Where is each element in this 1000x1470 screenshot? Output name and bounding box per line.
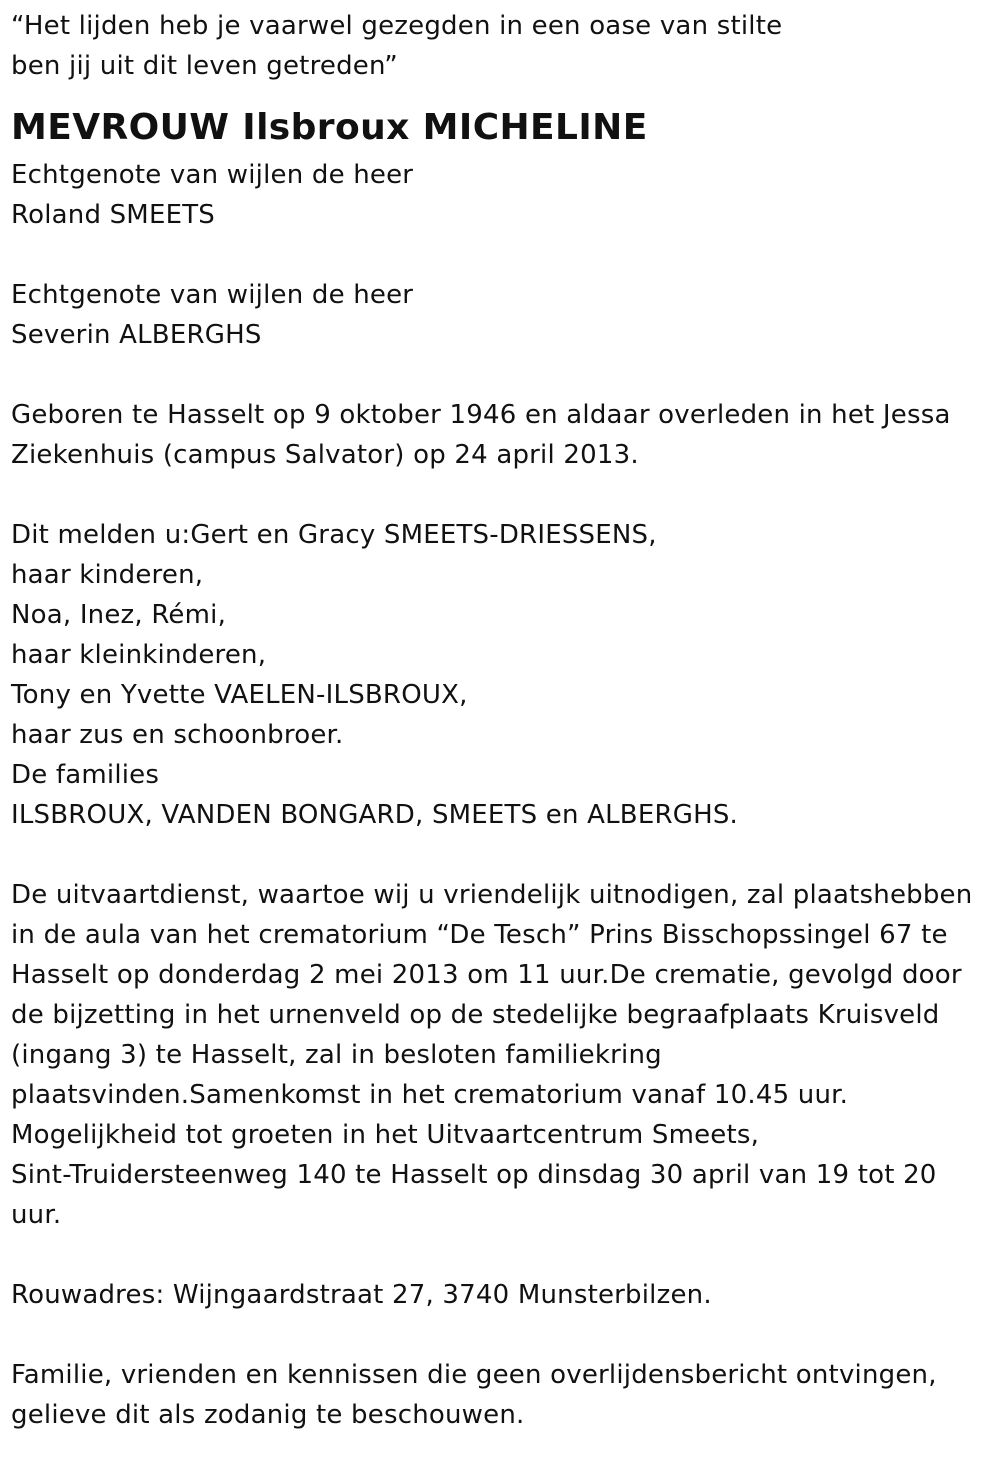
ceremony-line: (ingang 3) te Hasselt, zal in besloten familiekring: [11, 1040, 662, 1070]
ceremony-line: plaatsvinden.Samenkomst in het crematorium vanaf 10.45 uur.: [11, 1080, 849, 1110]
family-paragraph: [11, 515, 986, 835]
closing-line: Familie, vrienden en kennissen die geen overlijdensbericht ontvingen,: [11, 1360, 937, 1390]
ceremony-line: Hasselt op donderdag 2 mei 2013 om 11 uur.De crematie, gevolgd door: [11, 960, 962, 990]
quote-line: “Het lijden heb je vaarwel gezegden in een oase van stilte: [11, 11, 783, 41]
family-line: Dit melden u:Gert en Gracy SMEETS-DRIESSENS,: [11, 520, 657, 550]
quote-line: ben jij uit dit leven getreden”: [11, 51, 398, 81]
deceased-name-heading: MEVROUW Ilsbroux MICHELINE: [11, 107, 648, 148]
spouse-name: Severin ALBERGHS: [11, 320, 262, 350]
paragraph-gap: [11, 235, 986, 275]
family-line: haar kinderen,: [11, 560, 204, 590]
family-line: De families: [11, 760, 160, 790]
spouse-block: [11, 275, 986, 355]
ceremony-paragraph: [11, 875, 986, 1235]
paragraph-gap: [11, 1315, 986, 1355]
family-line: Tony en Yvette VAELEN-ILSBROUX,: [11, 680, 468, 710]
paragraph-gap: [11, 355, 986, 395]
spouse-block: [11, 155, 986, 235]
obituary-document: [11, 6, 986, 1435]
ceremony-line: Mogelijkheid tot groeten in het Uitvaartcentrum Smeets,: [11, 1120, 760, 1150]
birth-death-line: Geboren te Hasselt op 9 oktober 1946 en aldaar overleden in het Jessa: [11, 400, 951, 430]
ceremony-line: in de aula van het crematorium “De Tesch” Prins Bisschopssingel 67 te: [11, 920, 948, 950]
ceremony-line: uur.: [11, 1200, 62, 1230]
mourning-address: Rouwadres: Wijngaardstraat 27, 3740 Munsterbilzen.: [11, 1280, 712, 1310]
paragraph-gap: [11, 835, 986, 875]
ceremony-line: Sint-Truidersteenweg 140 te Hasselt op dinsdag 30 april van 19 tot 20: [11, 1160, 937, 1190]
family-line: haar zus en schoonbroer.: [11, 720, 344, 750]
family-line: Noa, Inez, Rémi,: [11, 600, 227, 630]
birth-death-paragraph: [11, 395, 986, 475]
closing-paragraph: [11, 1355, 986, 1435]
birth-death-line: Ziekenhuis (campus Salvator) op 24 april 2013.: [11, 440, 639, 470]
ceremony-line: de bijzetting in het urnenveld op de stedelijke begraafplaats Kruisveld: [11, 1000, 940, 1030]
family-line: haar kleinkinderen,: [11, 640, 267, 670]
paragraph-gap: [11, 475, 986, 515]
family-line: ILSBROUX, VANDEN BONGARD, SMEETS en ALBERGHS.: [11, 800, 739, 830]
opening-quote: [11, 6, 986, 86]
closing-line: gelieve dit als zodanig te beschouwen.: [11, 1400, 525, 1430]
spouse-name: Roland SMEETS: [11, 200, 215, 230]
paragraph-gap: [11, 1235, 986, 1275]
spouse-relation: Echtgenote van wijlen de heer: [11, 280, 414, 310]
spouse-relation: Echtgenote van wijlen de heer: [11, 160, 414, 190]
ceremony-line: De uitvaartdienst, waartoe wij u vriendelijk uitnodigen, zal plaatshebben: [11, 880, 973, 910]
